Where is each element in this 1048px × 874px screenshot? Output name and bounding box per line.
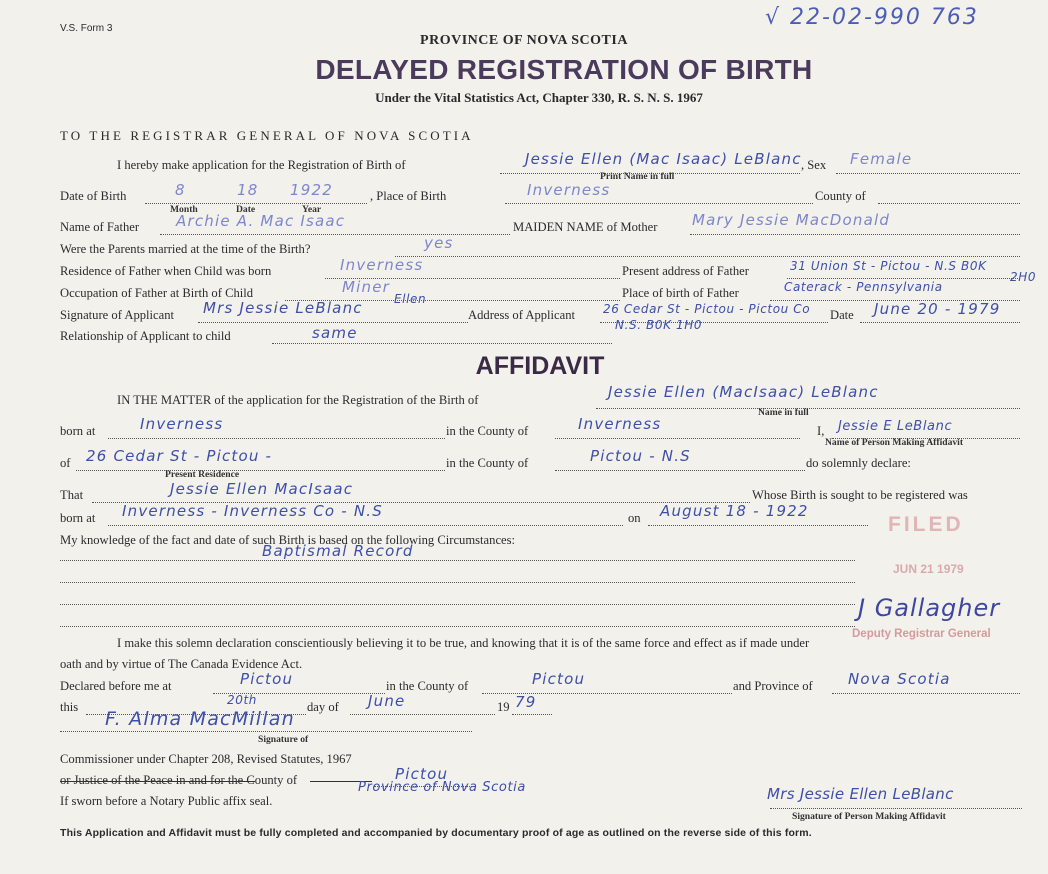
address-applicant-label: Address of Applicant	[468, 308, 576, 322]
day-value: 20th	[227, 693, 257, 707]
matter-label: IN THE MATTER of the application for the Registration of the Birth of	[117, 393, 479, 407]
residence-father-label: Residence of Father when Child was born	[60, 264, 272, 278]
this-label: this	[60, 700, 79, 714]
mother-value: Mary Jessie MacDonald	[692, 211, 891, 229]
place-label: , Place of Birth	[370, 189, 447, 203]
that-label: That	[60, 488, 84, 502]
justice-province-value: Province of Nova Scotia	[358, 780, 526, 795]
father-birthplace-label: Place of birth of Father	[622, 286, 739, 300]
born-on-value: August 18 - 1922	[660, 502, 809, 520]
relationship-label: Relationship of Applicant to child	[60, 329, 231, 343]
relationship-value: same	[312, 324, 358, 342]
declared-label: Declared before me at	[60, 679, 172, 693]
affidavit-county-value: Inverness	[578, 415, 662, 433]
whose-birth-label: Whose Birth is sought to be registered was	[752, 488, 968, 502]
registrar-signature: J Gallagher	[858, 594, 1001, 622]
county-label: County of	[815, 189, 866, 203]
person-signature: Mrs Jessie Ellen LeBlanc	[767, 785, 954, 803]
mother-label: MAIDEN NAME of Mother	[513, 220, 658, 234]
affidavit-name-caption: Name in full	[758, 407, 809, 418]
sex-label: , Sex	[801, 158, 827, 172]
stamp-title: Deputy Registrar General	[852, 628, 991, 640]
present-address-label: Present address of Father	[622, 264, 749, 278]
commissioner-text: Commissioner under Chapter 208, Revised Statutes, 1967	[60, 752, 352, 766]
married-value: yes	[424, 234, 454, 252]
name-caption: Print Name in full	[600, 171, 675, 182]
date-caption: Date	[236, 204, 256, 215]
occupation-label: Occupation of Father at Birth of Child	[60, 286, 254, 300]
date-label: Date	[830, 308, 854, 322]
father-birthplace-value: Caterack - Pennsylvania	[784, 280, 943, 294]
form-number: V.S. Form 3	[60, 23, 113, 34]
commissioner-signature: F. Alma MacMillan	[105, 708, 295, 730]
person-caption: Name of Person Making Affidavit	[825, 437, 964, 448]
registrar-heading: TO THE REGISTRAR GENERAL OF NOVA SCOTIA	[60, 128, 474, 143]
place-value: Inverness	[527, 181, 611, 199]
occupation-value: Miner	[342, 278, 391, 296]
county-label-2: in the County of	[446, 424, 529, 438]
county-label-4: in the County of	[386, 679, 469, 693]
year-value: 79	[515, 693, 537, 711]
declared-county-value: Pictou	[532, 670, 586, 688]
applicant-signature-above: Ellen	[394, 292, 427, 306]
form-title: DELAYED REGISTRATION OF BIRTH	[315, 54, 813, 85]
knowledge-label: My knowledge of the fact and date of such Birth is based on the following Circumstances:	[60, 533, 516, 547]
of-label: of	[60, 456, 71, 470]
signature-label: Signature of Applicant	[60, 308, 175, 322]
born-at-label: born at	[60, 424, 96, 438]
dob-label: Date of Birth	[60, 189, 127, 203]
person-value: Jessie E LeBlanc	[838, 419, 953, 434]
declaration-line-1: I make this solemn declaration conscientiously believing it to be true, and knowing that it is of the same force and effect as if made under	[117, 636, 810, 650]
year-caption: Year	[302, 204, 322, 215]
dob-month-value: 8	[175, 181, 186, 199]
born-at-label-2: born at	[60, 511, 96, 525]
present-residence-caption: Present Residence	[165, 469, 240, 480]
address-applicant-value-2: N.S. B0K 1H0	[615, 318, 703, 332]
sex-value: Female	[850, 150, 913, 168]
i-label: I,	[817, 424, 825, 438]
father-label: Name of Father	[60, 220, 140, 234]
file-number: √ 22-02-990 763	[765, 5, 979, 30]
born-at-value: Inverness	[140, 415, 224, 433]
person-signature-caption: Signature of Person Making Affidavit	[792, 811, 946, 822]
day-of-label: day of	[307, 700, 339, 714]
stamp-date: JUN 21 1979	[893, 562, 964, 576]
declaration-line-2: oath and by virtue of The Canada Evidence Act.	[60, 657, 303, 671]
residence-father-value: Inverness	[340, 256, 424, 274]
justice-text: or Justice of the Peace in and for the County of	[60, 773, 298, 787]
justice-county-value: Pictou	[395, 765, 449, 783]
residence-county-value: Pictou - N.S	[590, 447, 691, 465]
county-label-3: in the County of	[446, 456, 529, 470]
dob-day-value: 18	[237, 181, 259, 199]
present-address-value-2: 2H0	[1010, 270, 1037, 284]
declared-at-value: Pictou	[240, 670, 294, 688]
married-label: Were the Parents married at the time of the Birth?	[60, 242, 311, 256]
father-value: Archie A. Mac Isaac	[176, 212, 346, 230]
applicant-signature-value: Mrs Jessie LeBlanc	[203, 299, 363, 317]
intro-label: I hereby make application for the Registration of Birth of	[117, 158, 406, 172]
province-heading: PROVINCE OF NOVA SCOTIA	[420, 33, 628, 48]
affidavit-heading: AFFIDAVIT	[475, 352, 605, 380]
affidavit-name-value: Jessie Ellen (MacIsaac) LeBlanc	[608, 383, 879, 401]
filed-stamp: FILED	[888, 513, 964, 536]
applicant-name-value: Jessie Ellen (Mac Isaac) LeBlanc	[525, 150, 802, 168]
residence-value: 26 Cedar St - Pictou -	[86, 447, 273, 465]
footer-note: This Application and Affidavit must be fully completed and accompanied by documentary proof of age as outlined on the reverse side of this form.	[60, 827, 812, 839]
on-label: on	[628, 511, 641, 525]
address-applicant-value: 26 Cedar St - Pictou - Pictou Co	[603, 302, 811, 316]
act-reference: Under the Vital Statistics Act, Chapter 330, R. S. N. S. 1967	[375, 90, 703, 105]
circumstances-value: Baptismal Record	[262, 542, 414, 560]
notary-text: If sworn before a Notary Public affix seal.	[60, 794, 273, 808]
born-at-2-value: Inverness - Inverness Co - N.S	[122, 502, 383, 520]
year-prefix: 19	[497, 700, 510, 714]
month-caption: Month	[170, 204, 198, 215]
month-value: June	[368, 692, 406, 710]
declared-province-value: Nova Scotia	[848, 670, 951, 688]
dob-year-value: 1922	[290, 181, 333, 199]
signature-of-caption: Signature of	[258, 734, 309, 745]
that-name-value: Jessie Ellen MacIsaac	[170, 480, 354, 498]
declare-label: do solemnly declare:	[806, 456, 911, 470]
present-address-value: 31 Union St - Pictou - N.S B0K	[790, 259, 987, 273]
application-date-value: June 20 - 1979	[874, 300, 1001, 318]
province-label: and Province of	[733, 679, 813, 693]
